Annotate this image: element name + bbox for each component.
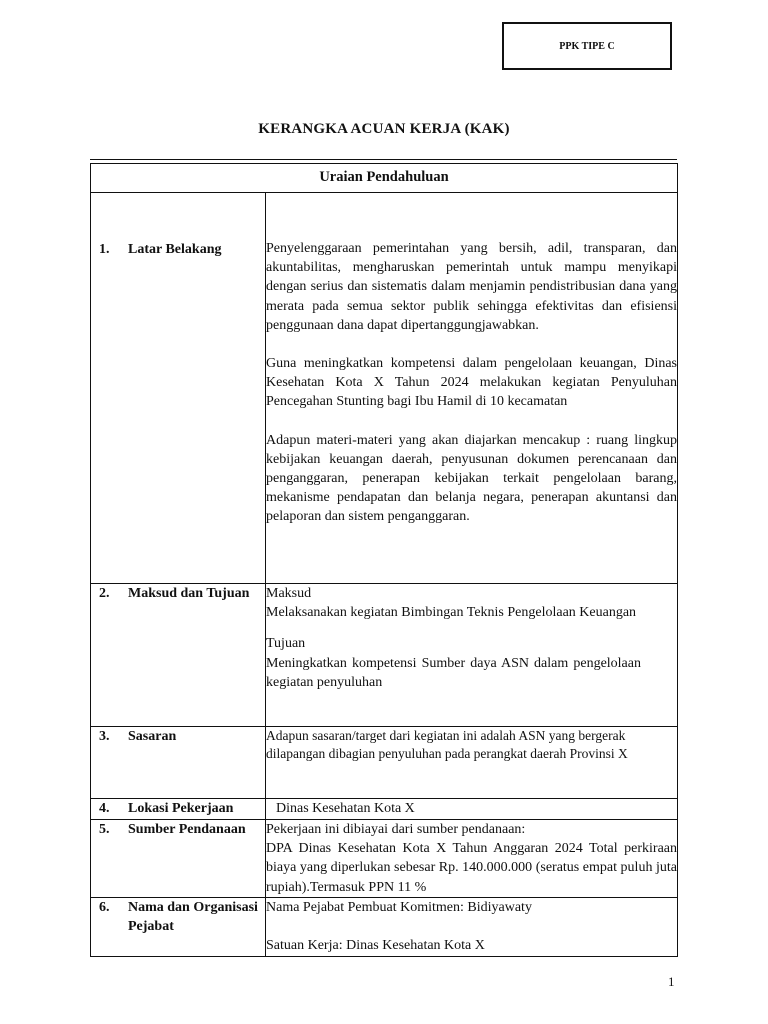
paragraph: Penyelenggaraan pemerintahan yang bersih, adil, transparan, dan akuntabilitas, mengharuskan pemerintah untuk mampu menyikapi dengan serius dan sistematis dalam menjamin pendistribusian dana yang merata pada semua sektor publik sehingga efektivitas dan efisiensi penggunaan dana dapat dipertanggungjawabkan. (266, 241, 677, 333)
row-label-cell (91, 820, 266, 898)
lokasi-text: Dinas Kesehatan Kota X (276, 801, 415, 816)
tujuan-heading: Tujuan (266, 636, 306, 652)
sumber-detail: DPA Dinas Kesehatan Kota X Tahun Anggaran 2024 Total perkiraan biaya yang diperlukan sebesar Rp. 140.000.000 (seratus empat puluh juta rupiah).Termasuk PPN 11 % (266, 841, 677, 895)
satuan-kerja: Satuan Kerja: Dinas Kesehatan Kota X (266, 938, 485, 954)
row-label: Maksud dan Tujuan (128, 586, 250, 601)
row-content-cell (266, 584, 678, 727)
sumber-intro: Pekerjaan ini dibiayai dari sumber pendanaan: (266, 822, 526, 837)
row-content-cell (266, 727, 678, 799)
kak-table (90, 163, 678, 957)
row-label: Latar Belakang (128, 242, 222, 257)
table-row-sasaran (91, 727, 678, 799)
maksud-text: Melaksanakan kegiatan Bimbingan Teknis Pengelolaan Keuangan (266, 605, 637, 621)
table-row-pejabat (91, 897, 678, 956)
paragraph: Adapun materi-materi yang akan diajarkan mencakup : ruang lingkup kebijakan keuangan daerah, penyusunan dokumen perencanaan dan penganggaran, penerapan kebijakan terkait pengelolaan barang, mekanisme pendapatan dan belanja negara, penerapan akuntansi dan pelaporan dan sistem penganggaran. (266, 432, 677, 525)
row-number: 1. (99, 242, 110, 257)
maksud-heading: Maksud (266, 586, 312, 601)
table-row-latar-belakang (91, 193, 678, 584)
pejabat-name: Nama Pejabat Pembuat Komitmen: Bidiyawaty (266, 899, 532, 915)
sasaran-text: Adapun sasaran/target dari kegiatan ini adalah ASN yang bergerak dilapangan dibagian penyuluhan pada perangkat daerah Provinsi X (266, 728, 628, 761)
document-title: KERANGKA ACUAN KERJA (KAK) (258, 121, 510, 137)
table-heading: Uraian Pendahuluan (91, 164, 678, 193)
row-label: Nama dan Organisasi Pejabat (128, 899, 258, 935)
row-content-cell (266, 820, 678, 898)
row-label: Sasaran (128, 729, 177, 744)
page-number: 1 (668, 974, 675, 989)
row-number: 6. (99, 899, 110, 915)
document-type-label: PPK TIPE C (559, 40, 615, 52)
row-number: 2. (99, 586, 110, 601)
row-label-cell (91, 584, 266, 727)
tujuan-text: Meningkatkan kompetensi Sumber daya ASN dalam pengelolaan kegiatan penyuluhan (266, 655, 641, 690)
row-content-cell (266, 897, 678, 956)
row-label-cell (91, 193, 266, 584)
row-content-cell (266, 193, 678, 584)
row-label-cell (91, 727, 266, 799)
row-label-cell (91, 799, 266, 820)
title-divider (90, 159, 677, 160)
document-type-tag (502, 22, 672, 70)
row-label: Lokasi Pekerjaan (128, 801, 234, 816)
table-heading-row (91, 164, 678, 193)
table-row-maksud-tujuan (91, 584, 678, 727)
table-row-sumber-pendanaan (91, 820, 678, 898)
row-label: Sumber Pendanaan (128, 822, 246, 837)
row-content-cell (266, 799, 678, 820)
table-row-lokasi (91, 799, 678, 820)
row-number: 5. (99, 822, 110, 837)
row-number: 3. (99, 729, 110, 744)
paragraph: Guna meningkatkan kompetensi dalam pengelolaan keuangan, Dinas Kesehatan Kota X Tahun 2024 melakukan kegiatan Penyuluhan Pencegahan Stunting bagi Ibu Hamil di 10 kecamatan (266, 356, 677, 410)
row-label-cell (91, 897, 266, 956)
row-number: 4. (99, 801, 110, 816)
